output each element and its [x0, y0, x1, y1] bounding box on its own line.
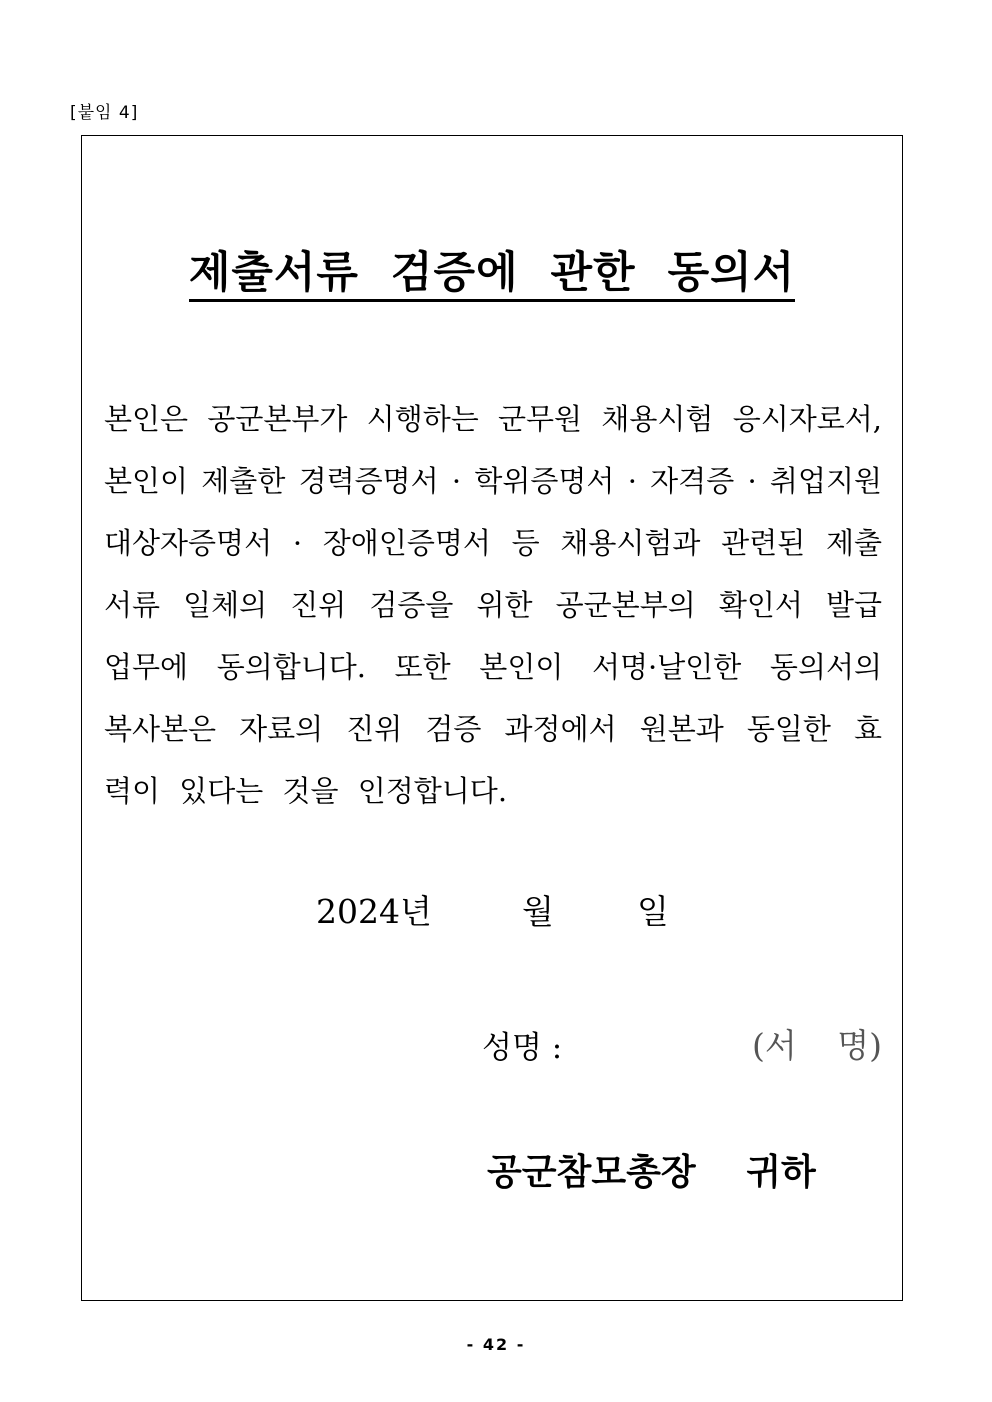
body-line-3: 대상자증명서 · 장애인증명서 등 채용시험과 관련된 제출: [104, 526, 882, 560]
signature-hint: (서 명): [752, 1026, 882, 1065]
body-line-1: 본인은 공군본부가 시행하는 군무원 채용시험 응시자로서,: [104, 402, 882, 436]
document-title-text: 제출서류 검증에 관한 동의서: [189, 248, 795, 302]
body-line-5: 업무에 동의합니다. 또한 본인이 서명·날인한 동의서의: [104, 650, 882, 684]
attachment-label: [붙임 4]: [70, 103, 139, 123]
page-number: - 42 -: [466, 1335, 526, 1354]
signature-label: 성명 :: [482, 1030, 563, 1066]
date-day: 일: [637, 892, 669, 931]
body-line-2: 본인이 제출한 경력증명서 · 학위증명서 · 자격증 · 취업지원: [104, 464, 882, 498]
consent-form-frame: [81, 135, 903, 1301]
body-line-4: 서류 일체의 진위 검증을 위한 공군본부의 확인서 발급: [104, 588, 882, 622]
date-year: 2024년: [316, 892, 432, 931]
recipient: 공군참모총장 귀하: [487, 1152, 816, 1193]
document-title: [82, 239, 902, 300]
body-line-7: 력이 있다는 것을 인정합니다.: [104, 774, 508, 808]
date-month: 월: [522, 892, 554, 931]
body-line-6: 복사본은 자료의 진위 검증 과정에서 원본과 동일한 효: [104, 712, 882, 746]
